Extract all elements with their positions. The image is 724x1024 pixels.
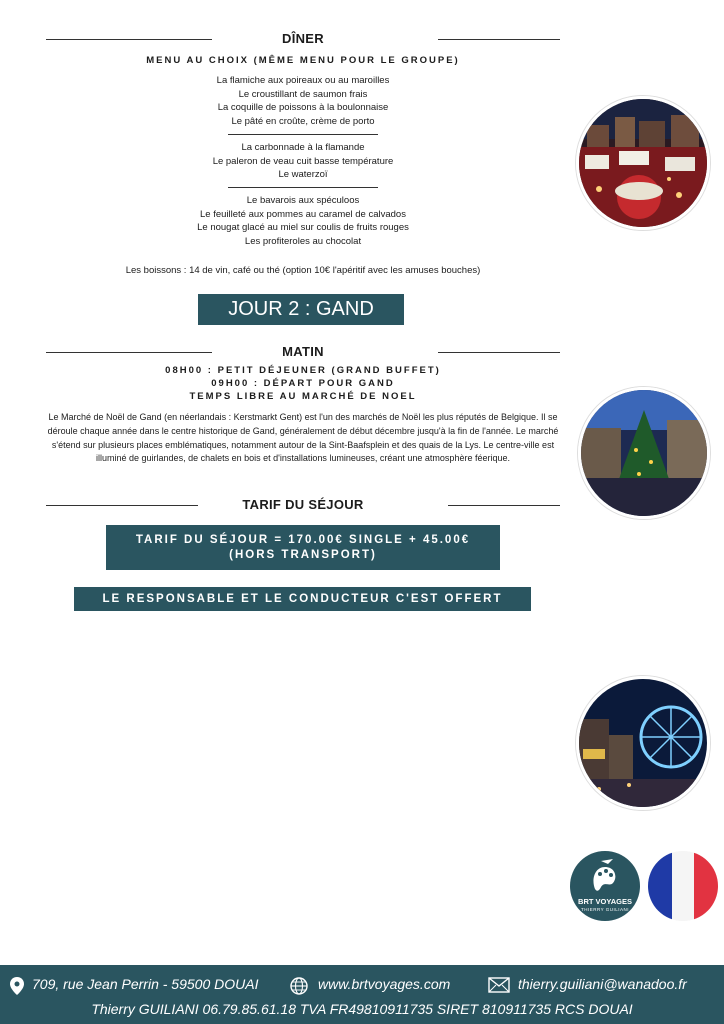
menu-item: Le pâté en croûte, crème de porto <box>231 116 375 128</box>
menu-item: La coquille de poissons à la boulonnaise <box>217 102 389 114</box>
globe-icon <box>290 977 308 995</box>
day-banner: JOUR 2 : GAND <box>198 294 404 325</box>
desserts-list <box>46 194 560 249</box>
menu-item: Les profiteroles au chocolat <box>244 236 362 248</box>
price-line: TARIF DU SÉJOUR = 170.00€ SINGLE + 45.00€ <box>135 534 471 546</box>
legal-info: Thierry GUILIANI 06.79.85.61.18 TVA FR49810911735 SIRET 810911735 RCS DOUAI <box>91 1001 633 1017</box>
schedule-item: 08H00 : PETIT DÉJEUNER (GRAND BUFFET) <box>165 365 441 376</box>
schedule-list <box>46 364 560 403</box>
tarif-title: TARIF DU SÉJOUR <box>242 497 364 512</box>
drinks-note: Les boissons : 14 de vin, café ou thé (option 10€ l'apéritif avec les amuses bouches) <box>125 265 481 276</box>
diner-title: DÎNER <box>282 31 324 46</box>
ghent-christmas-tree-photo <box>578 387 710 519</box>
price-note: (HORS TRANSPORT) <box>229 549 377 561</box>
location-pin-icon <box>10 977 24 995</box>
starters-list <box>46 74 560 129</box>
menu-item: Le nougat glacé au miel sur coulis de fruits rouges <box>197 222 409 234</box>
tarif-section-header <box>46 497 560 515</box>
price-box <box>106 525 500 570</box>
france-flag <box>648 851 718 921</box>
menu-item: La carbonnade à la flamande <box>241 141 365 153</box>
menu-item: Le paleron de veau cuit basse température <box>212 155 394 167</box>
matin-section-header <box>46 344 560 362</box>
diner-section-header <box>46 31 560 49</box>
address-text: 709, rue Jean Perrin - 59500 DOUAI <box>32 976 259 992</box>
brt-voyages-logo <box>570 851 640 921</box>
menu-list <box>46 74 560 249</box>
menu-divider <box>228 187 378 188</box>
matin-title: MATIN <box>282 344 324 359</box>
mains-list <box>46 141 560 182</box>
menu-subtitle: MENU AU CHOIX (MÊME MENU POUR LE GROUPE) <box>146 55 460 66</box>
footer <box>0 965 724 1024</box>
menu-item: Le waterzoï <box>278 169 328 181</box>
menu-divider <box>228 134 378 135</box>
logo-name: BRT VOYAGES <box>578 897 632 906</box>
menu-item: Le feuilleté aux pommes au caramel de calvados <box>200 208 406 220</box>
ferris-wheel-photo <box>576 676 710 810</box>
website-link[interactable]: www.brtvoyages.com <box>318 976 451 992</box>
christmas-market-photo <box>576 96 710 230</box>
gand-description: Le Marché de Noël de Gand (en néerlandais : Kerstmarkt Gent) est l'un des marchés de Noël les plus réputés de Belgique. Il se déroule chaque année dans le centre historique de Gand, généralement de début décembre jusqu'à la fin de l'année. Le marché s'étend sur plusieurs places emblématiques, notamment autour de la Sint-Baafsplein et des quais de la Lys. Le centre-ville est illuminé de guirlandes, de chalets en bois et d'installations lumineuses, créant une atmosphère féerique. <box>47 412 559 464</box>
schedule-item: TEMPS LIBRE AU MARCHÉ DE NOEL <box>189 391 417 402</box>
logo-owner: THIERRY GUILIANI <box>580 907 630 912</box>
palette-plane-icon <box>591 859 619 895</box>
menu-item: La flamiche aux poireaux ou au maroilles <box>216 75 390 86</box>
menu-item: Le bavarois aux spéculoos <box>246 194 360 206</box>
email-link[interactable]: thierry.guiliani@wanadoo.fr <box>518 976 687 992</box>
envelope-icon <box>488 977 510 993</box>
offer-banner: LE RESPONSABLE ET LE CONDUCTEUR C'EST OFFERT <box>74 587 531 611</box>
menu-item: Le croustillant de saumon frais <box>238 88 368 100</box>
schedule-item: 09H00 : DÉPART POUR GAND <box>211 378 395 389</box>
